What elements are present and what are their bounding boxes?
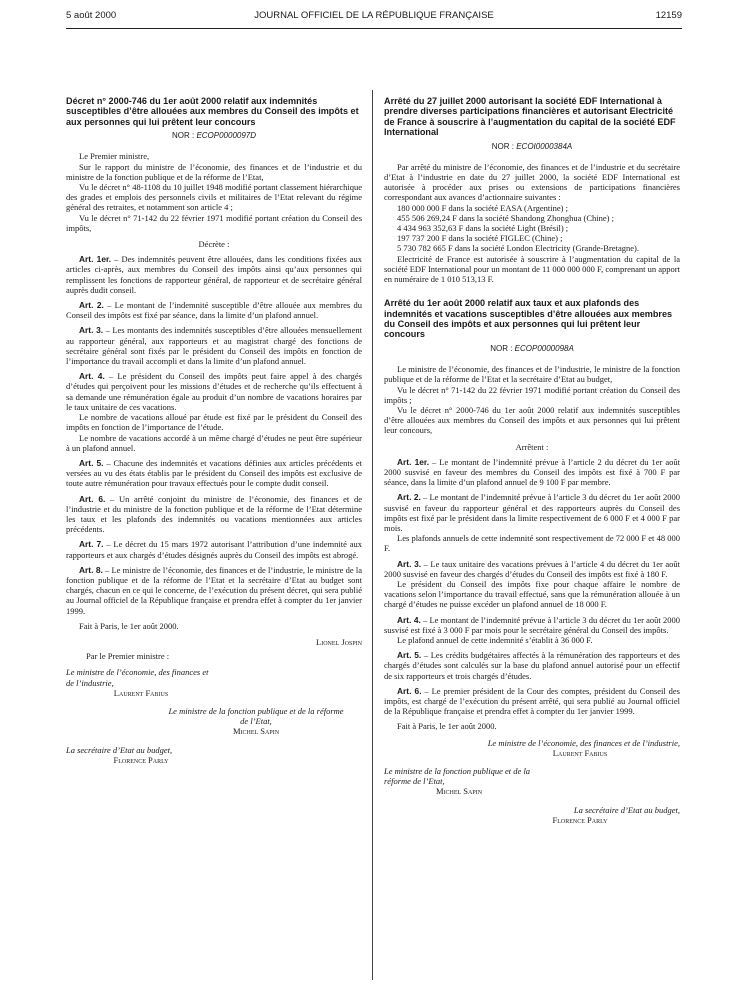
decrete-heading: Décrète : <box>198 239 230 250</box>
article-extra-paragraph: Le président du Conseil des impôts fixe pour chaque affaire le nombre de vacations selon l’importance du travail effectué, sans que la rémunération allouée à un chargé d’études ne puisse excéder un plafond annuel de 18 000 F. <box>384 578 680 610</box>
article-label: Art. 5. <box>397 650 422 661</box>
article-label: Art. 1er. <box>397 456 430 467</box>
order1-participations-list <box>384 203 680 254</box>
column-separator <box>372 90 373 980</box>
decree-by-pm: Par le Premier ministre : <box>86 651 170 662</box>
article-text: – Le président du Conseil des impôts peut faire appel à des chargés d’études qui perçoivent pour les missions d’études et de recherche qu’ils effectuent à sa demande une rémunération égale au produit d’un nombre de vacations horaires par le taux unitaire de ces vacations. <box>66 371 362 412</box>
article-paragraph <box>66 325 362 366</box>
order2-intro <box>384 364 680 435</box>
intro-paragraph: Le Premier ministre, <box>79 151 150 162</box>
intro-paragraph: Vu le décret n° 2000-746 du 1er août 2000 relatif aux indemnités susceptibles d’être allouées aux membres du Conseil des impôts et aux personnes qui lui prêtent leur concours, <box>384 404 680 436</box>
article-paragraph <box>66 300 362 320</box>
article-paragraph <box>66 539 362 559</box>
signature-name: Florence Parly <box>552 814 608 825</box>
article-paragraph <box>66 458 362 489</box>
article-text: – Le montant de l’indemnité prévue à l’article 3 du décret du 1er août 2000 susvisé en faveur du rapporteur général et des rapporteurs auprès du Conseil des impôts est fixé par le président dans la limite respectivement de 6 000 F et 4 000 F par mois. <box>384 492 680 533</box>
participation-item: 4 434 963 352,63 F dans la société Light (Brésil) ; <box>397 223 569 234</box>
article-label: Art. 3. <box>79 325 104 336</box>
signature-role: La secrétaire d’Etat au budget, <box>573 804 680 815</box>
order1-capital-paragraph: Electricité de France est autorisée à souscrire à l’augmentation du capital de la société EDF International pour un montant de 11 000 000 000 F, comprenant un apport en numéraire de 1 010 513,13 F. <box>384 253 680 285</box>
page-header <box>0 10 748 24</box>
article-label: Art. 8. <box>79 564 103 575</box>
order1-nor <box>384 142 680 152</box>
intro-paragraph: Le ministre de l’économie, des finances et de l’industrie, le ministre de la fonction publique et de la réforme de l’Etat et la secrétaire d’Etat au budget, <box>384 364 680 385</box>
article-label: Art. 6. <box>397 685 422 696</box>
intro-paragraph: Vu le décret n° 71-142 du 22 février 1971 modifié portant création du Conseil des impôts, <box>66 212 362 233</box>
article-label: Art. 7. <box>79 539 104 550</box>
article-text: – Les montants des indemnités susceptibles d’être allouées mensuellement au rapporteur général, aux rapporteurs et au magistrat chargé des fonctions de secrétaire général sont fixés par le président du Conseil des impôts en fonction de l’importance du travail accompli et dans la limite d’un plafond annuel. <box>66 325 362 367</box>
nor-label: NOR : <box>171 131 195 141</box>
order2-title: Arrêté du 1er août 2000 relatif aux taux et aux plafonds des indemnités et vacations susceptibles d’être allouées aux membres du Conseil des impôts et aux personnes qui lui prêtent leur concours <box>384 298 673 340</box>
signature-role: Le ministre de l’économie, des finances et de l’industrie, <box>66 667 209 688</box>
decree-title: Décret n° 2000-746 du 1er août 2000 relatif aux indemnités susceptibles d’être allouées aux membres du Conseil des impôts et aux personnes qui lui prêtent leur concours <box>66 96 359 127</box>
signature-role: Le ministre de l’économie, des finances et de l’industrie, <box>487 737 680 748</box>
signature-role: La secrétaire d’Etat au budget, <box>66 744 173 755</box>
article-paragraph <box>384 492 680 533</box>
decree-signer: Lionel Jospin <box>316 636 362 647</box>
article-text: – Le montant de l’indemnité susceptible d’être allouée aux membres du Conseil des impôts est fixé par séance, dans la limite d’un plafond annuel. <box>66 300 362 321</box>
header-date: 5 août 2000 <box>66 10 117 21</box>
nor-label: NOR : <box>491 141 514 151</box>
article-text: – Des indemnités peuvent être allouées, dans les conditions fixées aux articles ci-après, aux membres du Conseil des impôts ainsi qu’aux personnes qui remplissent les fonctions de rapporteur général, de rapporteur et de secrétaire général auprès dudit conseil. <box>66 254 362 295</box>
article-label: Art. 4. <box>397 614 421 625</box>
participation-item: 5 730 782 665 F dans la société London Electricity (Grande-Bretagne). <box>397 243 639 254</box>
signature-role: Le ministre de la fonction publique et de la réforme de l’Etat, <box>168 705 344 727</box>
article-extra-paragraph: Le nombre de vacations alloué par étude est fixé par le président du Conseil des impôts en fonction de l’importance de l’étude. <box>66 412 362 433</box>
article-paragraph <box>384 559 680 579</box>
article-label: Art. 5. <box>79 457 104 468</box>
article-text: – Le taux unitaire des vacations prévues à l’article 4 du décret du 1er août 2000 susvisé en faveur des chargés d’études du Conseil des impôts est fixé à 180 F. <box>384 558 680 579</box>
order2-done-at: Fait à Paris, le 1er août 2000. <box>397 721 497 732</box>
participation-item: 180 000 000 F dans la société EASA (Argentine) ; <box>397 202 569 213</box>
nor-code: ECOP0000098A <box>514 343 574 353</box>
article-paragraph <box>66 254 362 295</box>
order1-title: Arrêté du 27 juillet 2000 autorisant la société EDF International à prendre diverses participations financières et autorisant Electricité de France à souscrire à l’augmentation du capital de la société EDF International <box>384 96 676 138</box>
article-text: – Le premier président de la Cour des comptes, président du Conseil des impôts, est chargé de l’exécution du présent arrêté, qui sera publié au Journal officiel de la République française et prendra effet à compter du 1er janvier 1999. <box>384 685 680 717</box>
article-label: Art. 4. <box>79 371 105 382</box>
arretent-heading: Arrêtent : <box>515 441 549 452</box>
article-paragraph <box>66 565 362 616</box>
signature-name: Michel Sapin <box>232 726 280 737</box>
order2-signature-budget <box>480 805 680 825</box>
article-paragraph <box>384 650 680 681</box>
decree-nor <box>66 131 362 141</box>
decree-intro <box>66 151 362 233</box>
decree-articles <box>66 254 362 616</box>
article-text: – Les crédits budgétaires affectés à la rémunération des rapporteurs et des chargés d’études sont calculés sur la base du plafond annuel autorisé pour un effectif de six rapporteurs et trois chargés d’études. <box>384 650 680 681</box>
participation-item: 197 737 200 F dans la société FIGLEC (Chine) ; <box>397 233 563 244</box>
nor-code: ECOP0000097D <box>196 131 257 141</box>
header-rule <box>66 28 682 29</box>
header-title: JOURNAL OFFICIEL DE LA RÉPUBLIQUE FRANÇAISE <box>254 10 494 21</box>
intro-paragraph: Vu le décret n° 48-1108 du 10 juillet 1948 modifié portant classement hiérarchique des grades et emplois des personnels civils et militaires de l’Etat relevant du régime général des retraites, et notamment son article 4 ; <box>66 182 362 213</box>
decree-signature-budget <box>66 745 216 765</box>
order2-signature-public-service <box>384 766 534 797</box>
nor-label: NOR : <box>490 343 513 353</box>
article-label: Art. 2. <box>79 300 104 311</box>
decree-signature-economy <box>66 667 216 698</box>
article-text: – Le montant de l’indemnité prévue à l’article 3 du décret du 1er août 2000 susvisé est fixé à 3 000 F par mois pour le secrétaire général du Conseil des impôts. <box>384 614 680 635</box>
article-text: – Le décret du 15 mars 1972 autorisant l’attribution d’une indemnité aux rapporteurs et aux chargés d’études désignés auprès du Conseil des impôts est abrogé. <box>66 539 362 560</box>
article-label: Art. 1er. <box>79 254 112 265</box>
intro-paragraph: Vu le décret n° 71-142 du 22 février 1971 modifié portant création du Conseil des impôts ; <box>384 384 680 405</box>
intro-paragraph: Sur le rapport du ministre de l’économie, des finances et de l’industrie et du ministre de la fonction publique et de la réforme de l’Etat, <box>66 161 362 182</box>
order2-articles <box>384 457 680 717</box>
article-paragraph <box>66 371 362 412</box>
nor-code: ECOI0000384A <box>516 141 573 151</box>
article-paragraph <box>384 686 680 717</box>
article-label: Art. 6. <box>79 493 106 504</box>
article-label: Art. 3. <box>397 558 422 569</box>
left-column <box>66 96 362 765</box>
decree-signature-public-service <box>166 706 346 737</box>
article-extra-paragraph: Les plafonds annuels de cette indemnité sont respectivement de 72 000 F et 48 000 F. <box>384 533 680 554</box>
article-paragraph <box>384 615 680 635</box>
article-extra-paragraph: Le nombre de vacations accordé à un même chargé d’études ne peut être supérieur à un plafond annuel. <box>66 432 362 453</box>
order2-nor <box>384 344 680 354</box>
article-text: – Le montant de l’indemnité prévue à l’article 2 du décret du 1er août 2000 susvisé en faveur des membres du Conseil des impôts est fixé à 700 F par séance, dans la limite d’un plafond annuel de 9 100 F par membre. <box>384 456 680 488</box>
signature-name: Laurent Fabius <box>552 747 608 758</box>
header-page-number: 12159 <box>655 10 682 21</box>
participation-item: 455 506 269,24 F dans la société Shandong Zhonghua (Chine) ; <box>397 212 614 223</box>
signature-name: Michel Sapin <box>435 786 483 797</box>
decree-done-at: Fait à Paris, le 1er août 2000. <box>79 620 179 631</box>
signature-name: Laurent Fabius <box>113 687 169 698</box>
article-label: Art. 2. <box>397 492 421 503</box>
article-paragraph <box>384 457 680 488</box>
signature-name: Florence Parly <box>113 754 169 765</box>
article-paragraph <box>66 494 362 535</box>
article-text: – Le ministre de l’économie, des finances et de l’industrie, le ministre de la fonction publique et de la réforme de l’Etat et la secrétaire d’Etat au budget sont chargés, chacun en ce qui le concerne, de l’exécution du présent décret, qui sera publié au Journal officiel de la République française et prendra effet à compter du 1er janvier 1999. <box>66 564 362 616</box>
article-text: – Un arrêté conjoint du ministre de l’économie, des finances et de l’industrie et du ministre de la fonction publique et de la réforme de l’Etat détermine les taux et les plafonds des indemnités ou vacations mentionnées aux articles précédents. <box>66 493 362 535</box>
order2-signature-economy <box>480 738 680 758</box>
signature-role: Le ministre de la fonction publique et de la réforme de l’Etat, <box>384 766 531 787</box>
right-column <box>384 96 680 825</box>
article-text: – Chacune des indemnités et vacations définies aux articles précédents et versées au vu des états établis par le président du Conseil des impôts est exclusive de toute autre rémunération pour travaux effectués pour le compte dudit conseil. <box>66 457 362 489</box>
article-extra-paragraph: Le plafond annuel de cette indemnité s’établit à 36 000 F. <box>397 634 593 645</box>
order1-paragraph: Par arrêté du ministre de l’économie, des finances et de l’industrie et du secrétaire d’Etat à l’industrie en date du 27 juillet 2000, la société EDF International est autorisée à procéder aux prises ou extensions de participations financières correspondant aux avances d’actionnaire suivantes : <box>384 161 680 203</box>
